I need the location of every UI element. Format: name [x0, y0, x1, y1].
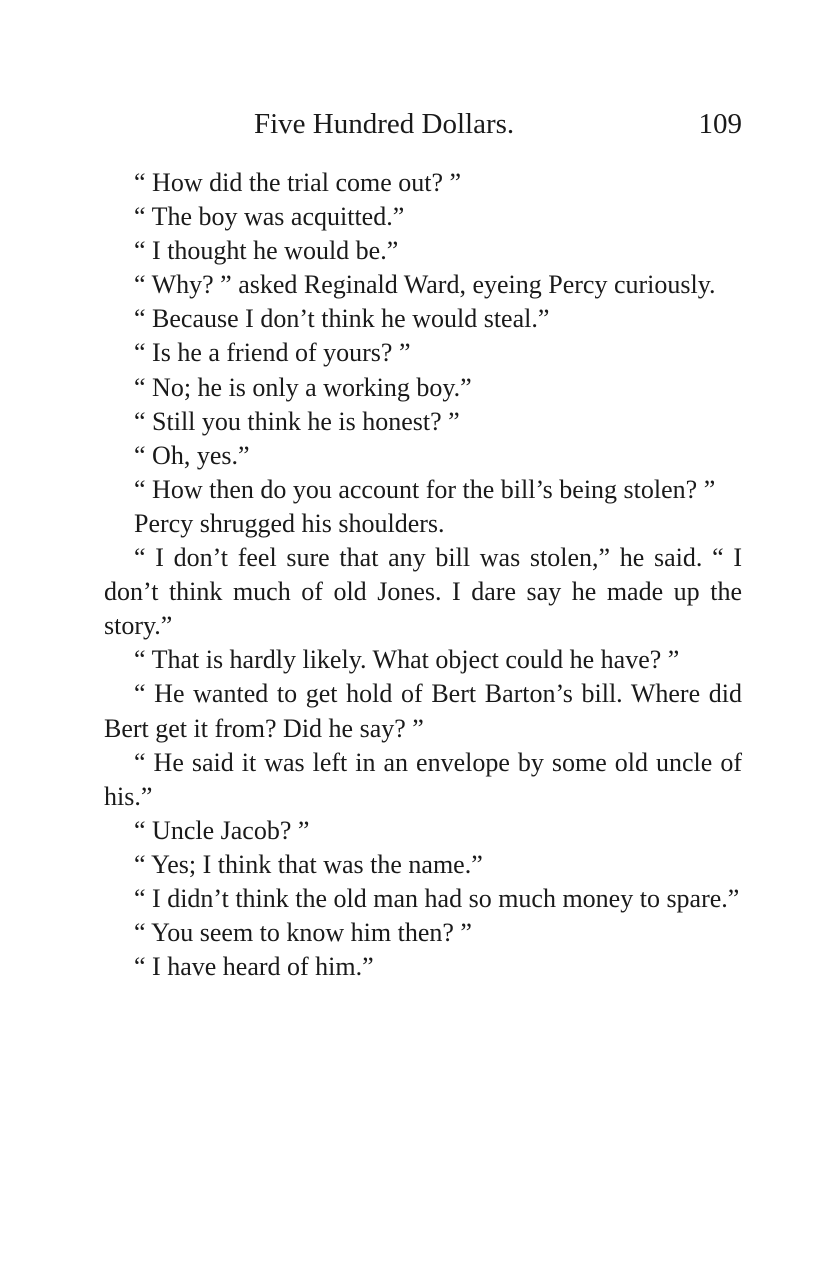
body-text	[104, 166, 742, 984]
paragraph: “ Yes; I think that was the name.”	[134, 849, 483, 879]
paragraph: “ The boy was acquitted.”	[134, 202, 405, 232]
paragraph: “ Is he a friend of yours? ”	[134, 338, 411, 368]
running-title: Five Hundred Dollars.	[254, 108, 515, 140]
paragraph: “ He said it was left in an envelope by some old uncle of his.”	[104, 747, 742, 811]
paragraph: “ Uncle Jacob? ”	[134, 815, 310, 845]
paragraph: “ Still you think he is honest? ”	[134, 406, 460, 436]
paragraph: “ I didn’t think the old man had so much money to spare.”	[134, 883, 740, 913]
page-number: 109	[698, 108, 742, 140]
paragraph: “ How did the trial come out? ”	[134, 168, 462, 197]
paragraph: “ I thought he would be.”	[134, 236, 399, 266]
paragraph: “ Why? ” asked Reginald Ward, eyeing Percy curiously.	[134, 270, 716, 300]
paragraph: “ That is hardly likely. What object could he have? ”	[134, 645, 680, 675]
paragraph: “ You seem to know him then? ”	[134, 918, 472, 948]
paragraph: “ I have heard of him.”	[134, 952, 374, 982]
running-header	[104, 108, 742, 148]
paragraph: “ Because I don’t think he would steal.”	[134, 304, 550, 334]
paragraph: Percy shrugged his shoulders.	[134, 508, 445, 538]
paragraph: “ How then do you account for the bill’s being stolen? ”	[134, 474, 716, 504]
paragraph: “ I don’t feel sure that any bill was stolen,” he said. “ I don’t think much of old Jones. I dare say he made up the story.”	[104, 543, 742, 641]
paragraph: “ No; he is only a working boy.”	[134, 372, 472, 402]
paragraph: “ Oh, yes.”	[134, 440, 250, 470]
paragraph: “ He wanted to get hold of Bert Barton’s bill. Where did Bert get it from? Did he say? ”	[104, 679, 742, 743]
